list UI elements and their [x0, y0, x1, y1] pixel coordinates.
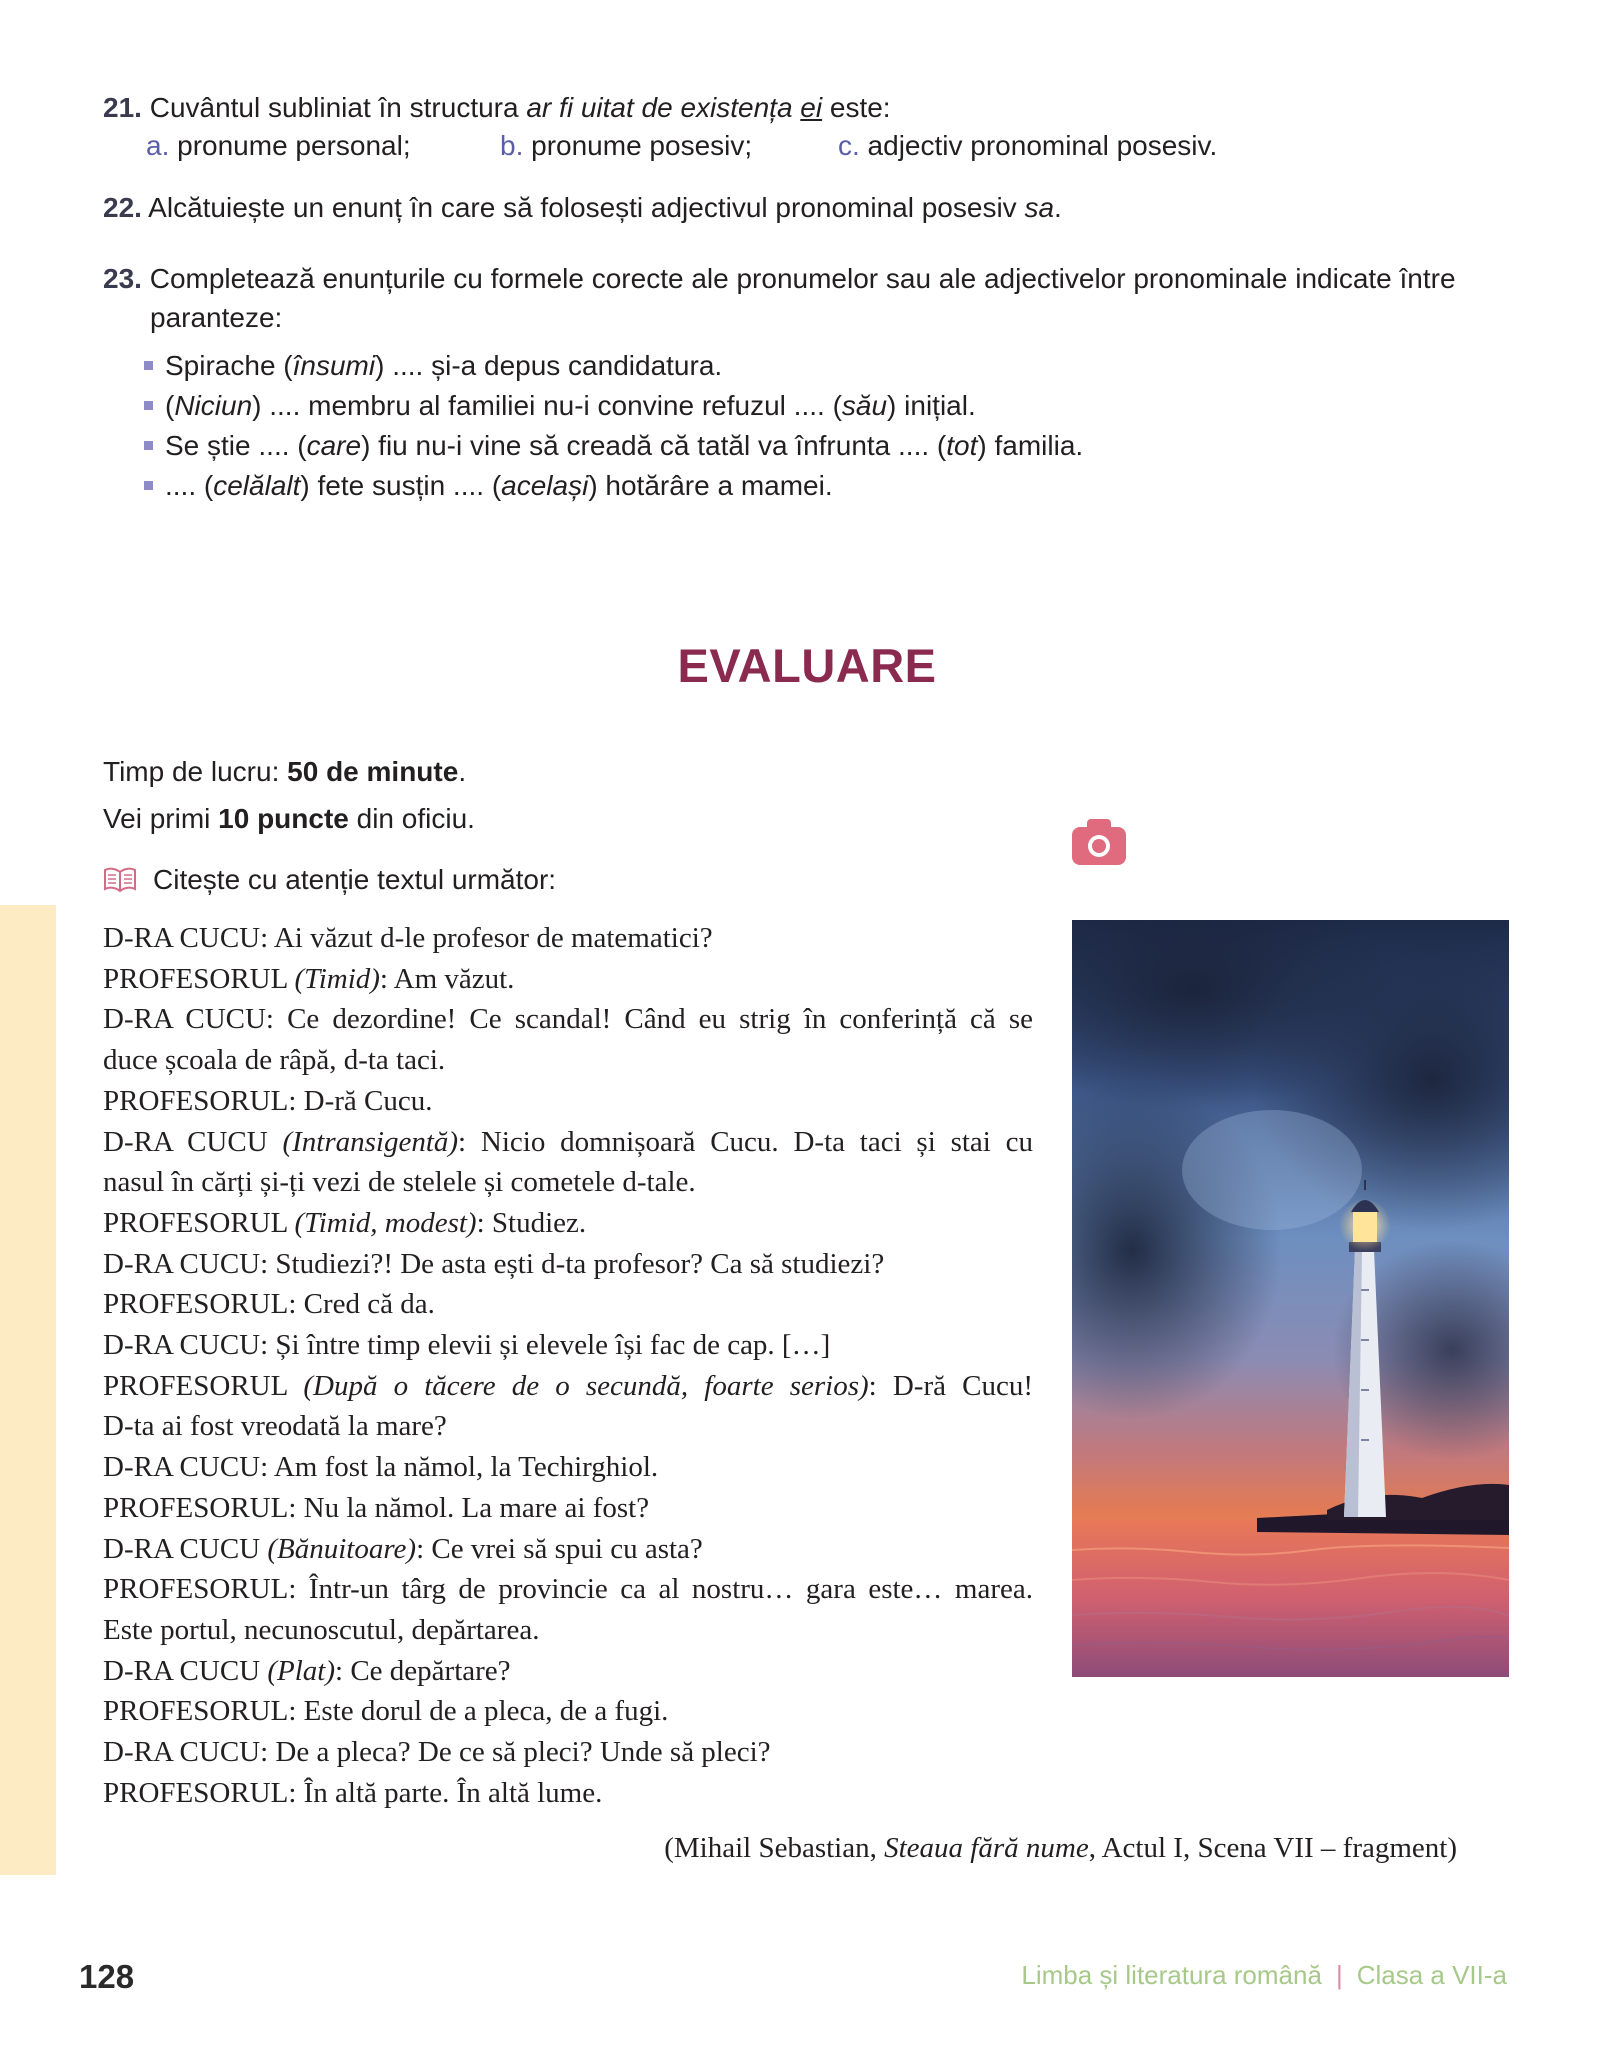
option-text: pronume posesiv; [523, 130, 753, 161]
time-value: 50 de minute [287, 756, 459, 787]
option-text: adjectiv pronominal posesiv. [859, 130, 1218, 161]
lighthouse-photo [1072, 920, 1509, 1677]
question-text-end: . [1054, 192, 1062, 223]
question-text-end: este: [822, 92, 891, 123]
dialogue-excerpt [103, 918, 1033, 1813]
exercise-item-3: Se știe .... (care) fiu nu-i vine să creadă că tatăl va înfrunta .... (tot) familia. [165, 430, 1084, 461]
question-23 [103, 259, 1500, 298]
question-number: 22. [103, 192, 142, 223]
dialogue-line: PROFESORUL: Este dorul de a pleca, de a fugi. [103, 1695, 669, 1728]
points-value: 10 puncte [218, 803, 349, 834]
question-23-line2: paranteze: [150, 302, 283, 333]
side-margin-strip [0, 905, 56, 1875]
bullet-marker [144, 401, 153, 410]
dialogue-line: D-RA CUCU: Și între timp elevii și elevele își fac de cap. […] [103, 1329, 831, 1362]
dialogue-line: D-RA CUCU: Am fost la nămol, la Techirghiol. [103, 1451, 659, 1484]
bullet-marker [144, 361, 153, 370]
dialogue-line: duce școala de râpă, d-ta taci. [103, 1044, 446, 1077]
dialogue-line: nasul în cărți și-ți vezi de stelele și cometele d-tale. [103, 1166, 696, 1199]
question-22 [103, 188, 1062, 227]
option-text: pronume personal; [169, 130, 411, 161]
option-letter: b. [500, 130, 524, 161]
answer-option-c[interactable] [838, 126, 1217, 165]
source-prefix: (Mihail Sebastian, [664, 1832, 885, 1864]
question-21 [103, 88, 891, 127]
question-word: sa [1024, 192, 1055, 223]
grade-label: Clasa a VII-a [1356, 1960, 1507, 1990]
footer-separator: | [1335, 1960, 1343, 1990]
dialogue-line: D-RA CUCU: De a pleca? De ce să pleci? Unde să pleci? [103, 1736, 771, 1769]
dialogue-line: PROFESORUL (Timid, modest): Studiez. [103, 1206, 587, 1239]
exercise-item-2: (Niciun) .... membru al familiei nu-i convine refuzul .... (său) inițial. [165, 390, 976, 421]
dialogue-line: Este portul, necunoscutul, depărtarea. [103, 1613, 540, 1646]
exercise-item-4: .... (celălalt) fete susțin .... (același) hotărâre a mamei. [165, 470, 833, 501]
question-number: 21. [103, 92, 142, 123]
dialogue-line: D-RA CUCU (Bănuitoare): Ce vrei să spui cu asta? [103, 1532, 703, 1565]
read-instruction [103, 860, 556, 903]
question-text: Completează enunțurile cu formele corecte ale pronumelor sau ale adjectivelor pronominale indicate între [141, 263, 1456, 294]
dialogue-line: PROFESORUL: În altă parte. În altă lume. [103, 1776, 603, 1809]
book-title: Limba și literatura română [1021, 1960, 1322, 1990]
time-label: Timp de lucru: [103, 756, 288, 787]
time-end: . [458, 756, 467, 787]
footer-book-info [1021, 1960, 1507, 1991]
time-info [103, 752, 466, 791]
question-text: Alcătuiește un enunț în care să folosești adjectivul pronominal posesiv [141, 192, 1025, 223]
source-citation [664, 1832, 1457, 1865]
dialogue-line: PROFESORUL: Nu la nămol. La mare ai fost? [103, 1491, 650, 1524]
option-letter: c. [838, 130, 860, 161]
question-text: Cuvântul subliniat în structura [141, 92, 527, 123]
page-number: 128 [79, 1958, 135, 1995]
points-end: din oficiu. [348, 803, 475, 834]
section-title: EVALUARE [677, 639, 937, 692]
dialogue-line: PROFESORUL: D-ră Cucu. [103, 1084, 433, 1117]
dialogue-line: PROFESORUL: Într-un târg de provincie ca al nostru… gara este… marea. [103, 1573, 1033, 1606]
points-label: Vei primi [103, 803, 219, 834]
dialogue-line: D-ta ai fost vreodată la mare? [103, 1410, 447, 1443]
dialogue-line: D-RA CUCU (Intransigentă): Nicio domnișoară Cucu. D-ta taci și stai cu [103, 1125, 1034, 1158]
dialogue-line: PROFESORUL: Cred că da. [103, 1288, 435, 1321]
dialogue-line: D-RA CUCU (Plat): Ce depărtare? [103, 1654, 511, 1687]
option-letter: a. [146, 130, 170, 161]
dialogue-line: PROFESORUL (După o tăcere de o secundă, foarte serios): D-ră Cucu! [103, 1369, 1033, 1402]
instruction-text: Citește cu atenție textul următor: [153, 864, 557, 895]
answer-option-a[interactable] [146, 126, 411, 165]
points-info [103, 799, 475, 838]
dialogue-line: D-RA CUCU: Ce dezordine! Ce scandal! Când eu strig în conferință că se [103, 1003, 1033, 1036]
dialogue-line: D-RA CUCU: Ai văzut d-le profesor de matematici? [103, 922, 713, 954]
question-number: 23. [103, 263, 142, 294]
source-suffix: , Actul I, Scena VII – fragment) [1088, 1832, 1457, 1864]
bullet-marker [144, 441, 153, 450]
underlined-word: ei [800, 92, 823, 123]
open-book-icon [103, 864, 137, 903]
source-title: Steaua fără nume [884, 1832, 1089, 1864]
answer-option-b[interactable] [500, 126, 752, 165]
question-phrase: ar fi uitat de existența [526, 92, 801, 123]
dialogue-line: PROFESORUL (Timid): Am văzut. [103, 962, 515, 995]
exercise-item-1: Spirache (însumi) .... și-a depus candidatura. [165, 350, 723, 381]
camera-icon [1070, 817, 1128, 867]
dialogue-line: D-RA CUCU: Studiezi?! De asta ești d-ta profesor? Ca să studiezi? [103, 1247, 885, 1280]
bullet-marker [144, 481, 153, 490]
